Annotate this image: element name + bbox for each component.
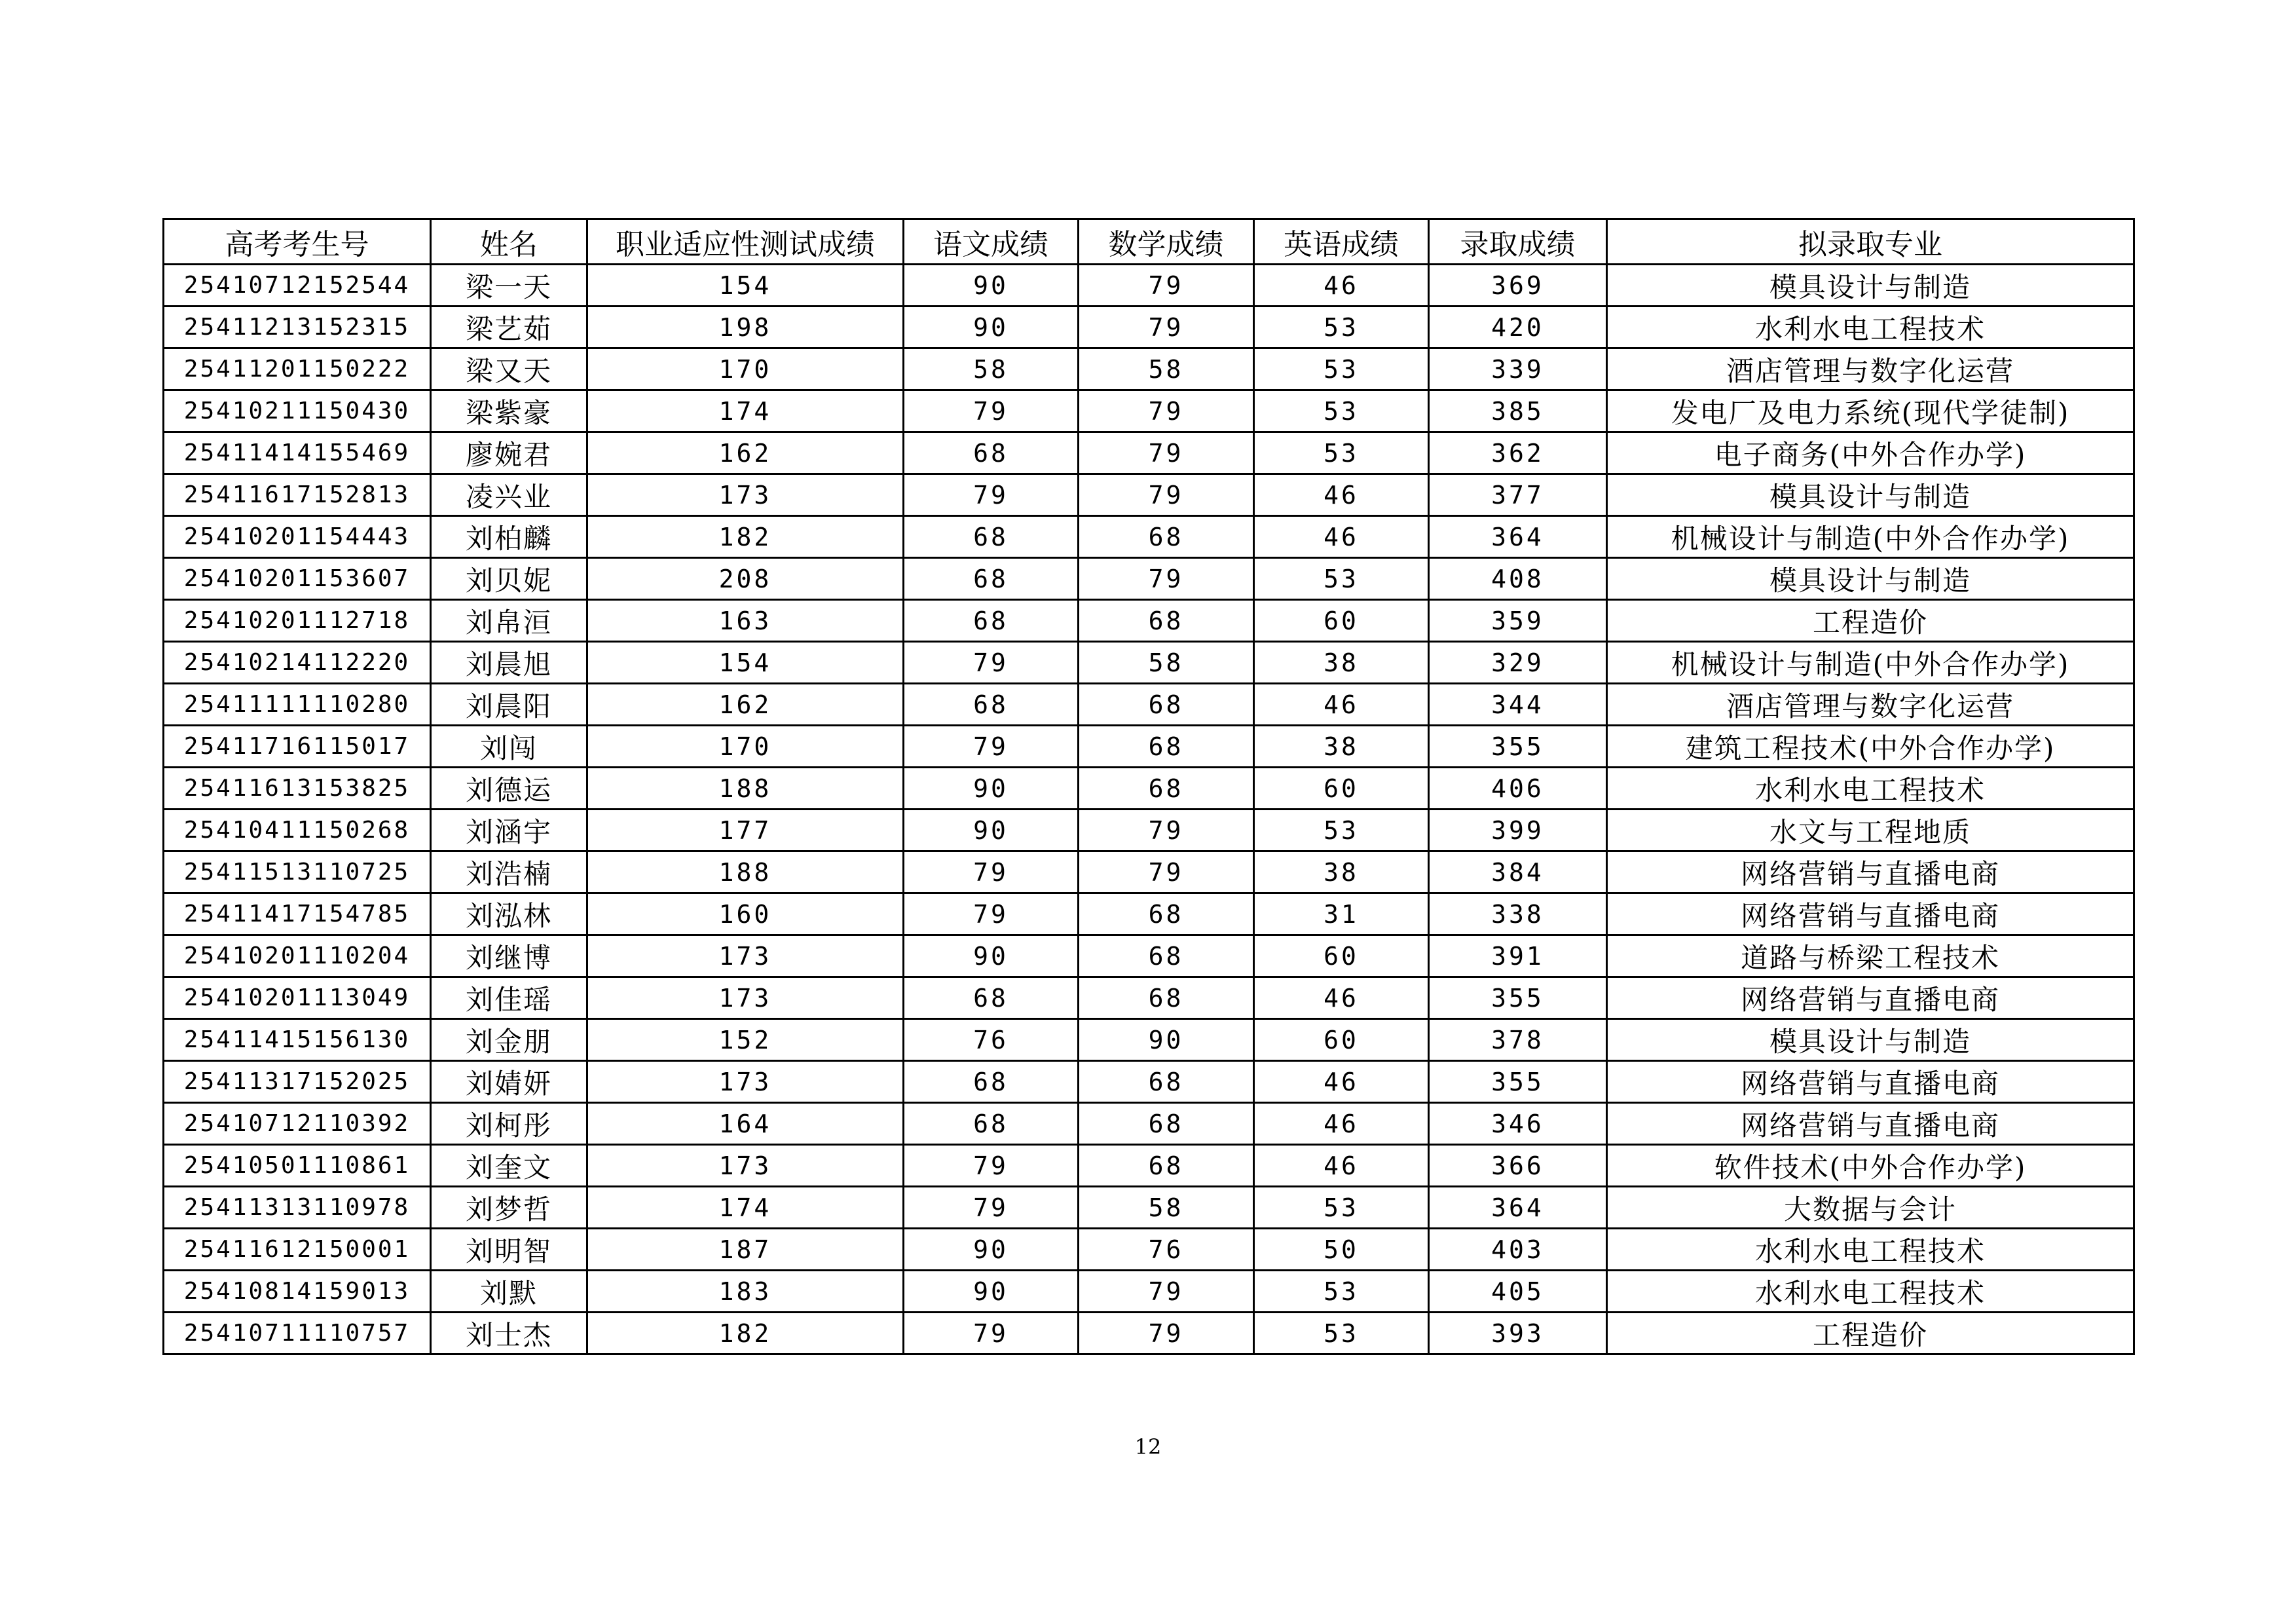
cell-english-score: 50 [1254, 1229, 1429, 1271]
cell-aptitude-score: 163 [587, 600, 904, 642]
cell-exam-id: 25411417154785 [164, 893, 431, 935]
cell-admission-score: 355 [1429, 726, 1607, 768]
header-major: 拟录取专业 [1607, 219, 2134, 265]
cell-english-score: 38 [1254, 726, 1429, 768]
cell-name: 刘梦哲 [431, 1187, 587, 1229]
cell-english-score: 46 [1254, 265, 1429, 307]
table-row [164, 1313, 2134, 1354]
cell-name: 刘继博 [431, 935, 587, 977]
cell-aptitude-score: 188 [587, 851, 904, 893]
cell-exam-id: 25410201154443 [164, 516, 431, 558]
cell-name: 刘贝妮 [431, 558, 587, 600]
cell-english-score: 46 [1254, 684, 1429, 726]
cell-english-score: 60 [1254, 768, 1429, 810]
header-aptitude-score: 职业适应性测试成绩 [587, 219, 904, 265]
cell-name: 刘闯 [431, 726, 587, 768]
cell-admission-score: 364 [1429, 1187, 1607, 1229]
cell-admission-score: 355 [1429, 1061, 1607, 1103]
cell-math-score: 68 [1079, 516, 1254, 558]
cell-exam-id: 25411201150222 [164, 348, 431, 390]
cell-english-score: 53 [1254, 390, 1429, 432]
cell-admission-score: 359 [1429, 600, 1607, 642]
cell-aptitude-score: 208 [587, 558, 904, 600]
cell-exam-id: 25411313110978 [164, 1187, 431, 1229]
cell-major: 建筑工程技术(中外合作办学) [1607, 726, 2134, 768]
table-row [164, 600, 2134, 642]
cell-math-score: 58 [1079, 642, 1254, 684]
cell-major: 网络营销与直播电商 [1607, 1061, 2134, 1103]
header-name: 姓名 [431, 219, 587, 265]
cell-major: 机械设计与制造(中外合作办学) [1607, 516, 2134, 558]
cell-math-score: 68 [1079, 977, 1254, 1019]
cell-english-score: 46 [1254, 516, 1429, 558]
cell-admission-score: 366 [1429, 1145, 1607, 1187]
cell-admission-score: 362 [1429, 432, 1607, 474]
cell-major: 水利水电工程技术 [1607, 1271, 2134, 1313]
cell-major: 电子商务(中外合作办学) [1607, 432, 2134, 474]
cell-major: 模具设计与制造 [1607, 474, 2134, 516]
cell-math-score: 79 [1079, 432, 1254, 474]
cell-chinese-score: 68 [904, 684, 1079, 726]
cell-major: 模具设计与制造 [1607, 265, 2134, 307]
cell-exam-id: 25411716115017 [164, 726, 431, 768]
cell-chinese-score: 79 [904, 1187, 1079, 1229]
table-row [164, 726, 2134, 768]
cell-aptitude-score: 182 [587, 1313, 904, 1354]
cell-math-score: 68 [1079, 684, 1254, 726]
cell-name: 梁一天 [431, 265, 587, 307]
cell-chinese-score: 79 [904, 851, 1079, 893]
cell-english-score: 60 [1254, 600, 1429, 642]
cell-admission-score: 377 [1429, 474, 1607, 516]
cell-major: 酒店管理与数字化运营 [1607, 684, 2134, 726]
cell-chinese-score: 68 [904, 600, 1079, 642]
cell-name: 刘涵宇 [431, 810, 587, 851]
cell-english-score: 46 [1254, 474, 1429, 516]
cell-admission-score: 364 [1429, 516, 1607, 558]
cell-major: 网络营销与直播电商 [1607, 1103, 2134, 1145]
cell-exam-id: 25410814159013 [164, 1271, 431, 1313]
cell-major: 水利水电工程技术 [1607, 768, 2134, 810]
cell-exam-id: 25410201110204 [164, 935, 431, 977]
cell-exam-id: 25410712110392 [164, 1103, 431, 1145]
cell-aptitude-score: 162 [587, 432, 904, 474]
cell-exam-id: 25411213152315 [164, 307, 431, 348]
cell-exam-id: 25410211150430 [164, 390, 431, 432]
header-english-score: 英语成绩 [1254, 219, 1429, 265]
cell-chinese-score: 79 [904, 726, 1079, 768]
cell-major: 机械设计与制造(中外合作办学) [1607, 642, 2134, 684]
cell-name: 刘佳瑶 [431, 977, 587, 1019]
header-chinese-score: 语文成绩 [904, 219, 1079, 265]
cell-major: 软件技术(中外合作办学) [1607, 1145, 2134, 1187]
cell-english-score: 31 [1254, 893, 1429, 935]
cell-aptitude-score: 160 [587, 893, 904, 935]
admission-table [162, 218, 2135, 1355]
header-admission-score: 录取成绩 [1429, 219, 1607, 265]
cell-admission-score: 384 [1429, 851, 1607, 893]
cell-math-score: 79 [1079, 474, 1254, 516]
cell-exam-id: 25411513110725 [164, 851, 431, 893]
cell-major: 酒店管理与数字化运营 [1607, 348, 2134, 390]
cell-math-score: 79 [1079, 307, 1254, 348]
cell-chinese-score: 68 [904, 1103, 1079, 1145]
table-row [164, 348, 2134, 390]
cell-admission-score: 339 [1429, 348, 1607, 390]
cell-english-score: 46 [1254, 1145, 1429, 1187]
cell-major: 网络营销与直播电商 [1607, 851, 2134, 893]
cell-admission-score: 406 [1429, 768, 1607, 810]
cell-admission-score: 391 [1429, 935, 1607, 977]
cell-name: 刘默 [431, 1271, 587, 1313]
cell-major: 道路与桥梁工程技术 [1607, 935, 2134, 977]
table-row [164, 1229, 2134, 1271]
cell-major: 网络营销与直播电商 [1607, 977, 2134, 1019]
cell-aptitude-score: 164 [587, 1103, 904, 1145]
cell-name: 梁又天 [431, 348, 587, 390]
cell-aptitude-score: 173 [587, 1061, 904, 1103]
cell-name: 刘明智 [431, 1229, 587, 1271]
cell-english-score: 38 [1254, 642, 1429, 684]
cell-aptitude-score: 173 [587, 935, 904, 977]
cell-chinese-score: 68 [904, 977, 1079, 1019]
table-row [164, 1271, 2134, 1313]
table-row [164, 1061, 2134, 1103]
cell-admission-score: 408 [1429, 558, 1607, 600]
cell-name: 刘奎文 [431, 1145, 587, 1187]
cell-aptitude-score: 188 [587, 768, 904, 810]
cell-chinese-score: 79 [904, 474, 1079, 516]
cell-exam-id: 25410201153607 [164, 558, 431, 600]
cell-english-score: 53 [1254, 1187, 1429, 1229]
cell-english-score: 53 [1254, 348, 1429, 390]
cell-major: 水文与工程地质 [1607, 810, 2134, 851]
cell-chinese-score: 58 [904, 348, 1079, 390]
cell-english-score: 53 [1254, 810, 1429, 851]
cell-admission-score: 378 [1429, 1019, 1607, 1061]
cell-exam-id: 25410214112220 [164, 642, 431, 684]
cell-english-score: 60 [1254, 1019, 1429, 1061]
cell-exam-id: 25411617152813 [164, 474, 431, 516]
cell-name: 梁艺茹 [431, 307, 587, 348]
cell-math-score: 68 [1079, 600, 1254, 642]
cell-chinese-score: 90 [904, 1271, 1079, 1313]
cell-major: 模具设计与制造 [1607, 1019, 2134, 1061]
cell-name: 刘士杰 [431, 1313, 587, 1354]
table-row [164, 1103, 2134, 1145]
cell-english-score: 46 [1254, 1103, 1429, 1145]
cell-english-score: 53 [1254, 1313, 1429, 1354]
cell-major: 模具设计与制造 [1607, 558, 2134, 600]
cell-english-score: 46 [1254, 977, 1429, 1019]
cell-exam-id: 25410411150268 [164, 810, 431, 851]
cell-aptitude-score: 174 [587, 1187, 904, 1229]
cell-admission-score: 355 [1429, 977, 1607, 1019]
cell-english-score: 60 [1254, 935, 1429, 977]
cell-english-score: 38 [1254, 851, 1429, 893]
table-row [164, 516, 2134, 558]
cell-admission-score: 385 [1429, 390, 1607, 432]
cell-chinese-score: 79 [904, 893, 1079, 935]
cell-exam-id: 25411111110280 [164, 684, 431, 726]
cell-math-score: 58 [1079, 348, 1254, 390]
cell-math-score: 79 [1079, 810, 1254, 851]
cell-name: 刘德运 [431, 768, 587, 810]
cell-major: 水利水电工程技术 [1607, 1229, 2134, 1271]
cell-aptitude-score: 173 [587, 1145, 904, 1187]
table-row [164, 1145, 2134, 1187]
cell-math-score: 68 [1079, 893, 1254, 935]
cell-major: 网络营销与直播电商 [1607, 893, 2134, 935]
table-row [164, 558, 2134, 600]
cell-admission-score: 393 [1429, 1313, 1607, 1354]
cell-english-score: 53 [1254, 558, 1429, 600]
cell-chinese-score: 90 [904, 265, 1079, 307]
cell-admission-score: 344 [1429, 684, 1607, 726]
cell-exam-id: 25410201112718 [164, 600, 431, 642]
cell-aptitude-score: 173 [587, 474, 904, 516]
table-header-row [164, 219, 2134, 265]
cell-major: 发电厂及电力系统(现代学徒制) [1607, 390, 2134, 432]
table-row [164, 1187, 2134, 1229]
cell-chinese-score: 79 [904, 1145, 1079, 1187]
cell-admission-score: 399 [1429, 810, 1607, 851]
cell-exam-id: 25410201113049 [164, 977, 431, 1019]
cell-math-score: 79 [1079, 558, 1254, 600]
cell-admission-score: 420 [1429, 307, 1607, 348]
header-math-score: 数学成绩 [1079, 219, 1254, 265]
cell-aptitude-score: 182 [587, 516, 904, 558]
cell-admission-score: 338 [1429, 893, 1607, 935]
cell-english-score: 46 [1254, 1061, 1429, 1103]
cell-name: 刘浩楠 [431, 851, 587, 893]
cell-name: 刘金朋 [431, 1019, 587, 1061]
cell-admission-score: 346 [1429, 1103, 1607, 1145]
table-row [164, 810, 2134, 851]
cell-chinese-score: 76 [904, 1019, 1079, 1061]
cell-math-score: 68 [1079, 768, 1254, 810]
cell-name: 刘婧妍 [431, 1061, 587, 1103]
table-row [164, 893, 2134, 935]
cell-name: 凌兴业 [431, 474, 587, 516]
cell-name: 梁紫豪 [431, 390, 587, 432]
cell-exam-id: 25411613153825 [164, 768, 431, 810]
cell-chinese-score: 79 [904, 642, 1079, 684]
cell-english-score: 53 [1254, 307, 1429, 348]
cell-math-score: 58 [1079, 1187, 1254, 1229]
cell-chinese-score: 90 [904, 768, 1079, 810]
cell-major: 工程造价 [1607, 600, 2134, 642]
cell-math-score: 68 [1079, 726, 1254, 768]
cell-major: 水利水电工程技术 [1607, 307, 2134, 348]
cell-exam-id: 25411414155469 [164, 432, 431, 474]
cell-aptitude-score: 152 [587, 1019, 904, 1061]
cell-english-score: 53 [1254, 432, 1429, 474]
cell-chinese-score: 68 [904, 516, 1079, 558]
table-row [164, 642, 2134, 684]
cell-math-score: 68 [1079, 1103, 1254, 1145]
table-row [164, 768, 2134, 810]
cell-name: 廖婉君 [431, 432, 587, 474]
cell-name: 刘柏麟 [431, 516, 587, 558]
cell-exam-id: 25410711110757 [164, 1313, 431, 1354]
cell-chinese-score: 68 [904, 558, 1079, 600]
cell-exam-id: 25410712152544 [164, 265, 431, 307]
cell-aptitude-score: 198 [587, 307, 904, 348]
cell-exam-id: 25411612150001 [164, 1229, 431, 1271]
cell-admission-score: 403 [1429, 1229, 1607, 1271]
cell-math-score: 68 [1079, 1145, 1254, 1187]
table-row [164, 474, 2134, 516]
cell-math-score: 68 [1079, 1061, 1254, 1103]
cell-aptitude-score: 154 [587, 642, 904, 684]
cell-english-score: 53 [1254, 1271, 1429, 1313]
table-row [164, 265, 2134, 307]
cell-chinese-score: 90 [904, 810, 1079, 851]
cell-math-score: 79 [1079, 1271, 1254, 1313]
cell-admission-score: 405 [1429, 1271, 1607, 1313]
table-row [164, 684, 2134, 726]
cell-chinese-score: 90 [904, 935, 1079, 977]
cell-name: 刘晨旭 [431, 642, 587, 684]
header-exam-id: 高考考生号 [164, 219, 431, 265]
cell-chinese-score: 79 [904, 390, 1079, 432]
cell-chinese-score: 90 [904, 307, 1079, 348]
cell-aptitude-score: 173 [587, 977, 904, 1019]
table-body [164, 265, 2134, 1354]
table-row [164, 977, 2134, 1019]
cell-name: 刘帛洹 [431, 600, 587, 642]
cell-aptitude-score: 170 [587, 348, 904, 390]
table-row [164, 390, 2134, 432]
table-row [164, 1019, 2134, 1061]
table-row [164, 307, 2134, 348]
cell-exam-id: 25411317152025 [164, 1061, 431, 1103]
cell-chinese-score: 68 [904, 1061, 1079, 1103]
cell-math-score: 90 [1079, 1019, 1254, 1061]
table-row [164, 851, 2134, 893]
table-row [164, 935, 2134, 977]
cell-chinese-score: 79 [904, 1313, 1079, 1354]
cell-aptitude-score: 183 [587, 1271, 904, 1313]
cell-exam-id: 25411415156130 [164, 1019, 431, 1061]
table-row [164, 432, 2134, 474]
cell-aptitude-score: 170 [587, 726, 904, 768]
cell-math-score: 79 [1079, 265, 1254, 307]
cell-aptitude-score: 174 [587, 390, 904, 432]
cell-math-score: 79 [1079, 851, 1254, 893]
cell-admission-score: 329 [1429, 642, 1607, 684]
cell-math-score: 76 [1079, 1229, 1254, 1271]
cell-aptitude-score: 154 [587, 265, 904, 307]
cell-name: 刘泓林 [431, 893, 587, 935]
cell-chinese-score: 90 [904, 1229, 1079, 1271]
cell-aptitude-score: 177 [587, 810, 904, 851]
cell-aptitude-score: 187 [587, 1229, 904, 1271]
cell-admission-score: 369 [1429, 265, 1607, 307]
cell-math-score: 79 [1079, 390, 1254, 432]
cell-name: 刘晨阳 [431, 684, 587, 726]
cell-major: 工程造价 [1607, 1313, 2134, 1354]
cell-name: 刘柯彤 [431, 1103, 587, 1145]
cell-exam-id: 25410501110861 [164, 1145, 431, 1187]
cell-chinese-score: 68 [904, 432, 1079, 474]
cell-aptitude-score: 162 [587, 684, 904, 726]
cell-major: 大数据与会计 [1607, 1187, 2134, 1229]
cell-math-score: 68 [1079, 935, 1254, 977]
page-number: 12 [1134, 1434, 1162, 1459]
cell-math-score: 79 [1079, 1313, 1254, 1354]
